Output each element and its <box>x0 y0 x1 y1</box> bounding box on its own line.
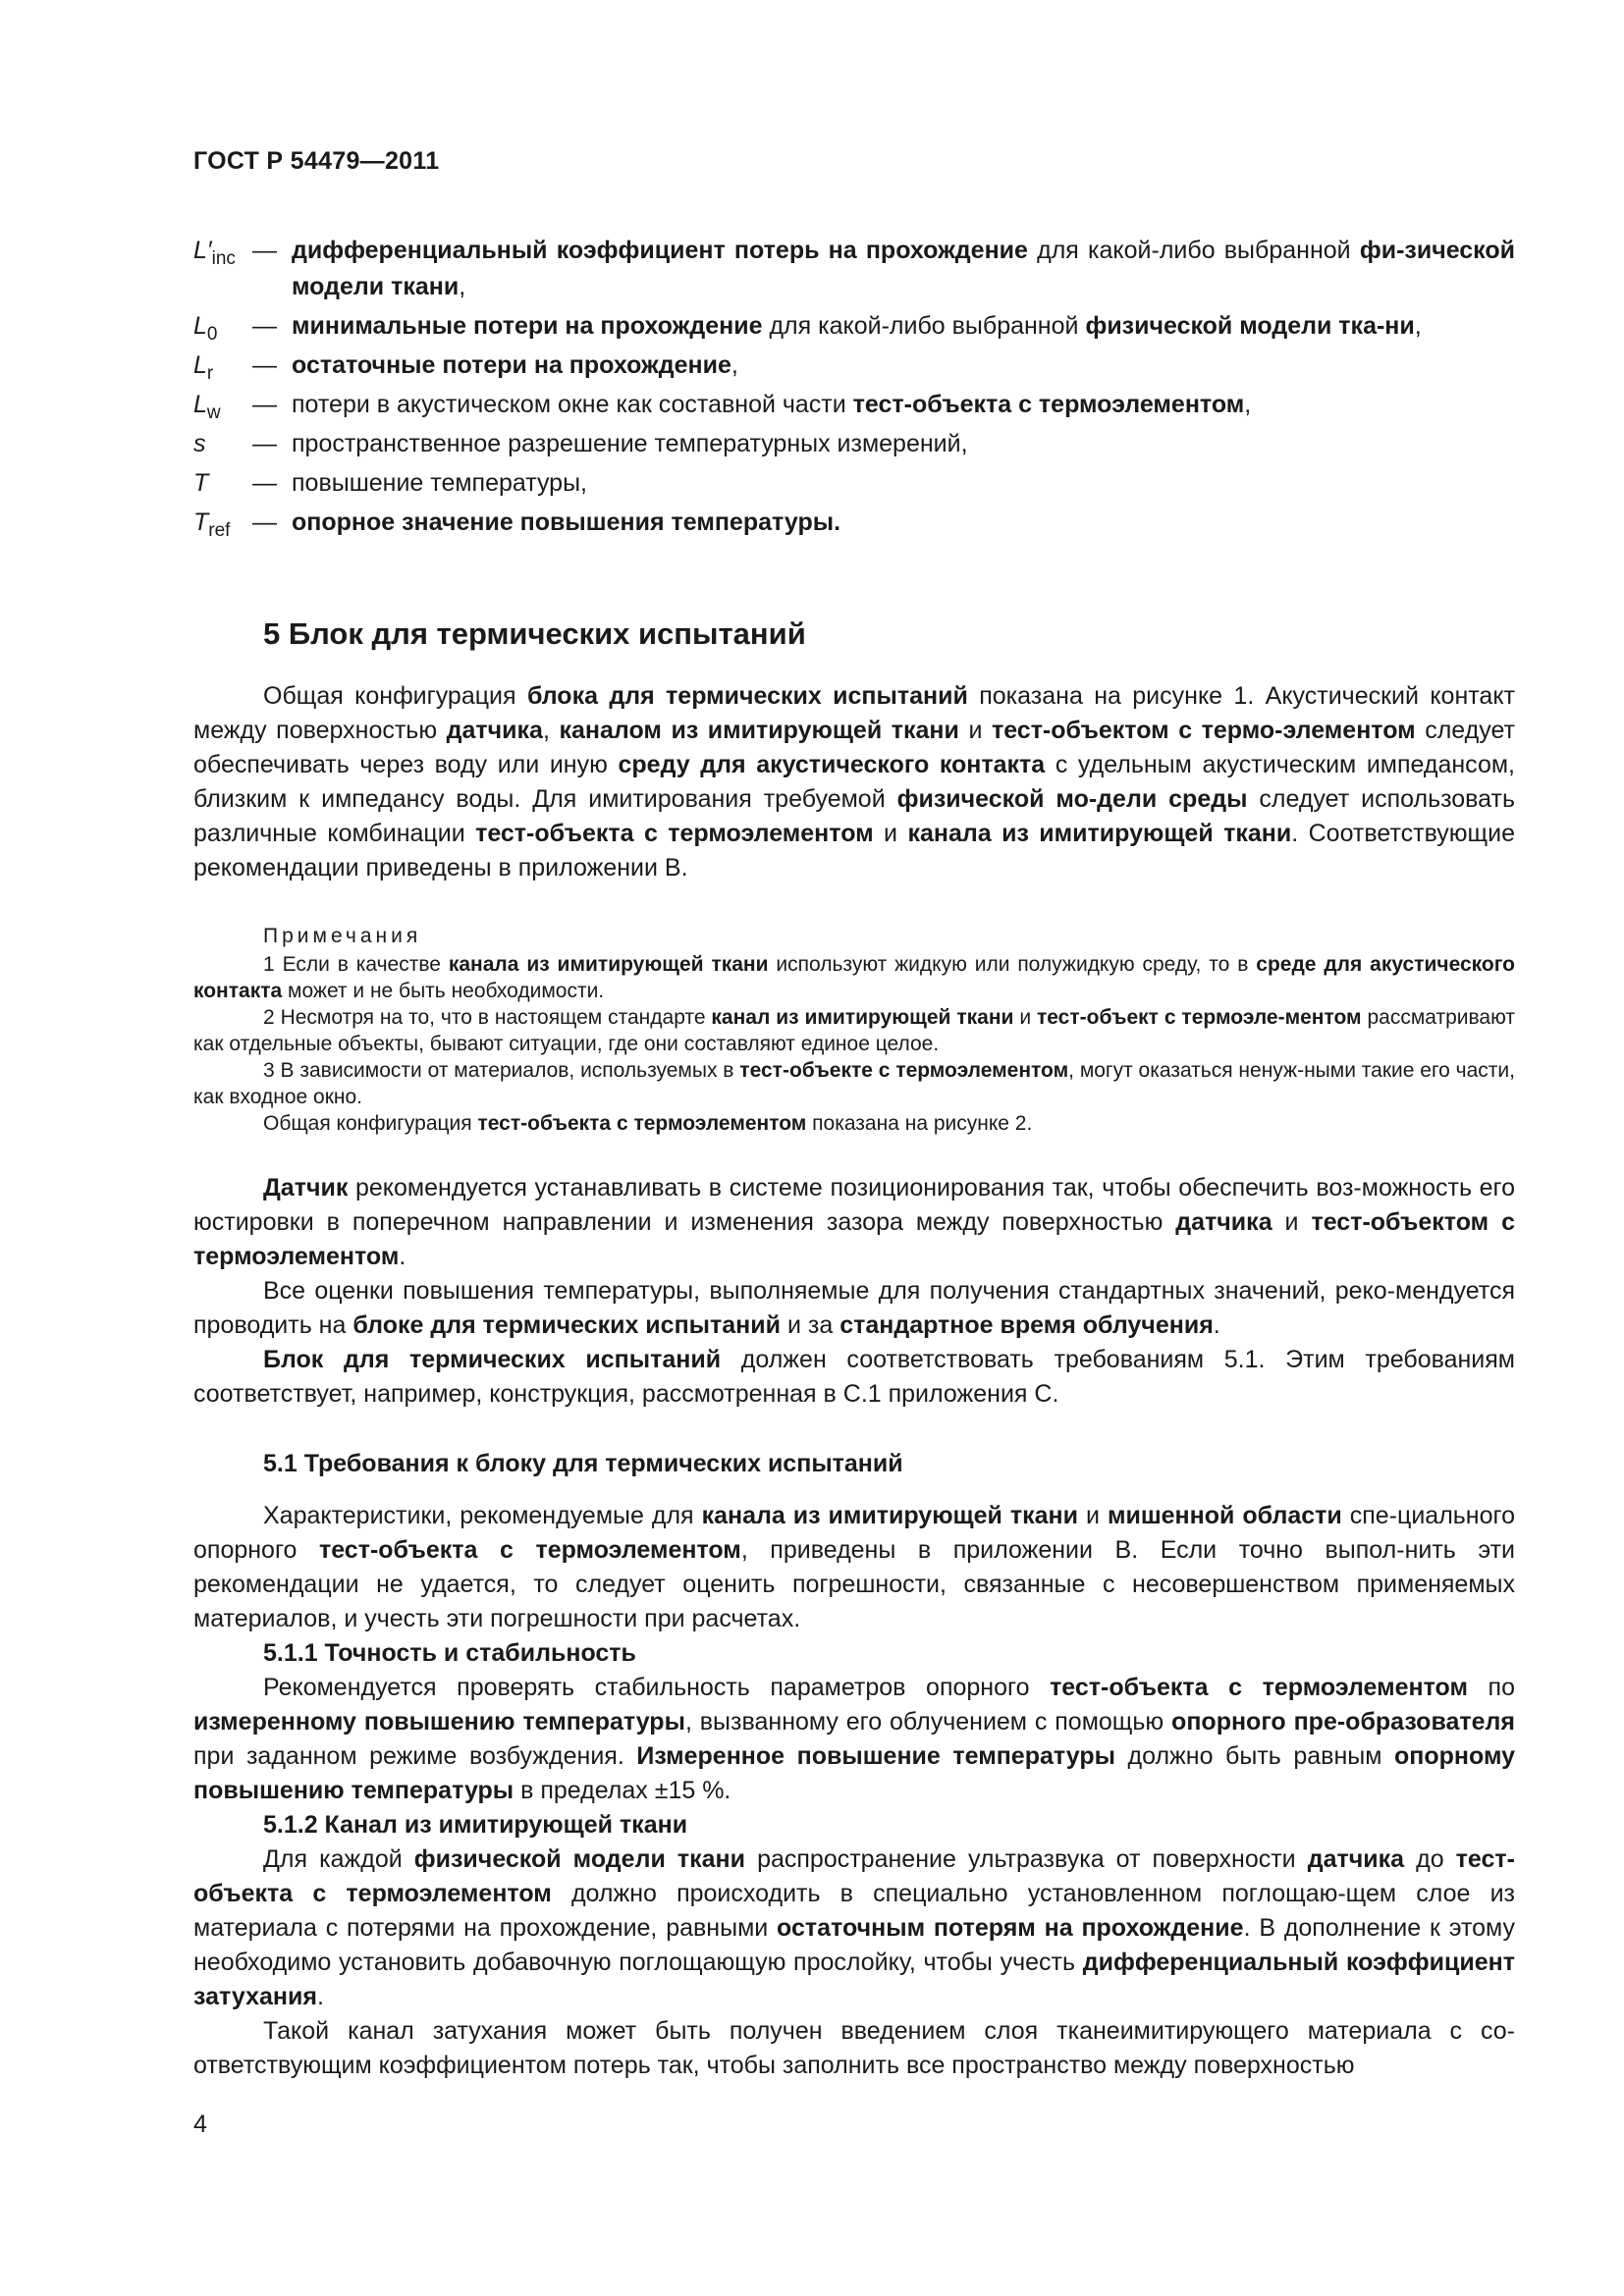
dash: — <box>252 312 277 340</box>
symbol-row <box>193 426 1515 462</box>
dash: — <box>252 430 277 457</box>
symbol-definition: остаточные потери на прохождение, <box>292 351 738 379</box>
note-item: 2 Несмотря на то, что в настоящем стандарте канал из имитирующей ткани и тест-объект с термоэле-ментом рассматривают как отдельные объекты, бывают ситуации, где они составляют единое целое. <box>193 1006 1516 1055</box>
paragraph: Характеристики, рекомендуемые для канала из имитирующей ткани и мишенной области спе-циального опорного тест-объекта с термоэлементом, приведены в приложении В. Если точно выпол-нить эти рекомендации не удается, то следует оценить погрешности, связанные с несовершенством применяемых материалов, и учесть эти погрешности при расчетах. <box>193 1502 1515 1632</box>
page-number: 4 <box>193 2110 207 2138</box>
symbol-list <box>193 233 1515 544</box>
symbol-definition: потери в акустическом окне как составной части тест-объекта с термоэлементом, <box>292 391 1252 418</box>
symbol: s <box>193 430 206 457</box>
dash: — <box>252 351 277 379</box>
symbol: $L_w$ <box>193 391 221 423</box>
document-header: ГОСТ Р 54479—2011 <box>193 147 440 175</box>
notes-block <box>193 923 1515 1137</box>
note-item: Общая конфигурация тест-объекта с термоэлементом показана на рисунке 2. <box>263 1112 1033 1135</box>
paragraph: Такой канал затухания может быть получен введением слоя тканеимитирующего материала с со-ответствующим коэффициентом потерь так, чтобы заполнить все пространство между поверхностью <box>193 2017 1515 2079</box>
dash: — <box>252 391 277 418</box>
symbol: T <box>193 469 209 497</box>
section-5-intro <box>193 679 1515 885</box>
symbol: $L_r$ <box>193 351 214 384</box>
symbol: $T_{ref}$ <box>193 508 231 541</box>
dash: — <box>252 508 277 536</box>
paragraph: Датчик рекомендуется устанавливать в системе позиционирования так, чтобы обеспечить воз-можность его юстировки в поперечном направлении и изменения зазора между поверхностью датчика и тест-объектом с термоэлементом. <box>193 1174 1516 1270</box>
subsection-5-1-1-title: 5.1.1 Точность и стабильность <box>263 1639 636 1667</box>
symbol-row <box>193 465 1515 502</box>
paragraph: Блок для термических испытаний должен соответствовать требованиям 5.1. Этим требованиям соответствует, например, конструкция, рассмотренная в С.1 приложения С. <box>193 1346 1515 1408</box>
symbol-row <box>193 233 1515 305</box>
dash: — <box>252 469 277 497</box>
dash: — <box>252 237 277 264</box>
subsection-5-1-2-title: 5.1.2 Канал из имитирующей ткани <box>263 1811 688 1839</box>
note-item: 3 В зависимости от материалов, используемых в тест-объекте с термоэлементом, могут оказаться ненуж-ными такие его части, как входное окно. <box>193 1059 1515 1108</box>
symbol: $L_0$ <box>193 312 218 345</box>
paragraph: Все оценки повышения температуры, выполняемые для получения стандартных значений, реко-мендуется проводить на блоке для термических испытаний и за стандартное время облучения. <box>193 1277 1515 1339</box>
subsection-5-1-title: 5.1 Требования к блоку для термических испытаний <box>263 1450 903 1477</box>
symbol-definition: дифференциальный коэффициент потерь на прохождение для какой-либо выбранной фи-зической модели ткани, <box>292 237 1516 300</box>
paragraph: Для каждой физической модели ткани распространение ультразвука от поверхности датчика до тест-объекта с термоэлементом должно происходить в специально установленном поглощаю-щем слое из материала с потерями на прохождение, равными остаточным потерям на прохождение. В дополнение к этому необходимо установить добавочную поглощающую прослойку, чтобы учесть дифференциальный коэффициент затухания. <box>193 1845 1515 2010</box>
symbol-definition: минимальные потери на прохождение для какой-либо выбранной физической модели тка-ни, <box>292 312 1422 340</box>
subsection-5-1-body <box>193 1499 1515 2083</box>
note-item: 1 Если в качестве канала из имитирующей ткани используют жидкую или полужидкую среду, то в среде для акустического контакта может и не быть необходимости. <box>193 953 1516 1002</box>
section-5-body <box>193 1171 1515 1412</box>
section-5-title: 5 Блок для термических испытаний <box>263 616 806 651</box>
symbol-row <box>193 308 1515 345</box>
symbol-definition: опорное значение повышения температуры. <box>292 508 841 536</box>
notes-title: Примечания <box>263 925 422 947</box>
symbol-row <box>193 387 1515 423</box>
paragraph: Рекомендуется проверять стабильность параметров опорного тест-объекта с термоэлементом по измеренному повышению температуры, вызванному его облучением с помощью опорного пре-образователя при заданном режиме возбуждения. Измеренное повышение температуры должно быть равным опорному повышению температуры в пределах ±15 %. <box>193 1674 1516 1804</box>
symbol-definition: пространственное разрешение температурных измерений, <box>292 430 968 457</box>
symbol: $L'_{inc}$ <box>193 237 236 269</box>
symbol-definition: повышение температуры, <box>292 469 588 497</box>
symbol-row <box>193 347 1515 384</box>
paragraph: Общая конфигурация блока для термических испытаний показана на рисунке 1. Акустический контакт между поверхностью датчика, каналом из имитирующей ткани и тест-объектом с термо-элементом следует обеспечивать через воду или иную среду для акустического контакта с удельным акустическим импедансом, близким к импедансу воды. Для имитирования требуемой физической мо-дели среды следует использовать различные комбинации тест-объекта с термоэлементом и канала из имитирующей ткани. Соответствующие рекомендации приведены в приложении В. <box>193 682 1516 881</box>
symbol-row <box>193 505 1515 541</box>
